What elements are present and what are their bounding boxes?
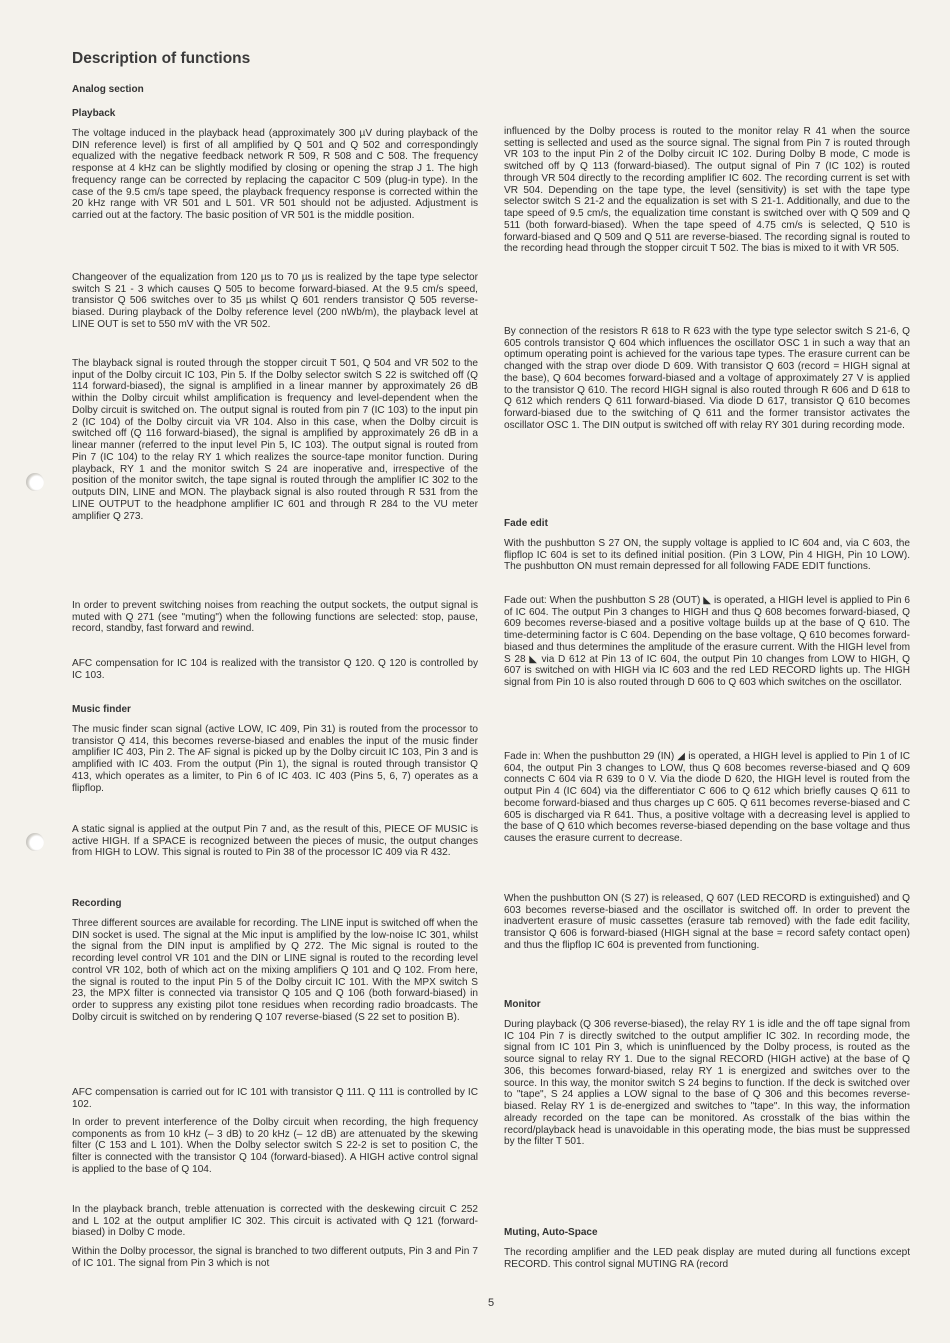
fade-edit-paragraph-4: When the pushbutton ON (S 27) is released, Q 607 (LED RECORD is extinguished) and Q 603 becomes reverse-biased and the oscillator is switched off. In order to prevent the inadvertent erasure of music cassettes (erasure tab removed) with the fade edit facility, transistor Q 606 is forward-biased (HIGH signal at the base = record safety contact open) and thus the flipflop IC 604 is prevented from functioning. xyxy=(504,893,910,951)
playback-paragraph-4: In order to prevent switching noises from reaching the output sockets, the output signal is muted with Q 271 (see "muting") when the following functions are selected: stop, pause, record, standby, fast forward and rewind. xyxy=(72,600,478,635)
recording-continued-paragraph-2: By connection of the resistors R 618 to R 623 with the type type selector switch S 21-6, Q 605 controls transistor Q 604 which influences the oscillator OSC 1 in such a way that an optimum operating point is achieved for the various tape types. The erasure current can be changed with the strap over diode D 609. With transistor Q 603 (record = HIGH signal at the base), Q 604 becomes forward-biased and a voltage of approximately 27 V is applied to the transistor Q 610. The record HIGH signal is also routed through R 606 and D 618 to Q 612 which renders Q 611 forward-biased. Via diode D 617, transistor Q 610 becomes forward-biased due to the switching of Q 611 and the former transistor activates the oscillator OSC 1. The DIN output is switched off with relay RY 301 during recording mode. xyxy=(504,326,910,431)
playback-paragraph-1: The voltage induced in the playback head (approximately 300 µV during playback of the DIN reference level) is first of all amplified by Q 501 and Q 502 and correspondingly equalized with the negative feedback network R 509, R 508 and C 508. The frequency response at 4 kHz can be slightly modified by closing or opening the strap J 1. The high frequency range can be corrected by replacing the capacitor C 509 (plug-in type). In the case of the 9.5 cm/s tape speed, the playback frequency response is corrected within the 20 kHz range with VR 501 and L 501. VR 501 should not be adjusted. Adjustment is carried out at the factory. The basic position of VR 501 is the middle position. xyxy=(72,128,478,222)
page-title: Description of functions xyxy=(72,50,251,67)
section-heading-analog: Analog section xyxy=(72,84,144,95)
heading-playback: Playback xyxy=(72,108,116,119)
fade-edit-paragraph-3: Fade in: When the pushbutton 29 (IN) ◢ is operated, a HIGH level is applied to Pin 1 of IC 604, the output Pin 3 changes to LOW, thus Q 608 becomes reverse-biased and Q 609 connects C 604 via R 639 to 0 V. Via the diode D 620, the HIGH level is routed from the output Pin 4 (IC 604) via the differentiator C 606 to Q 612 which briefly causes Q 611 to become forward-biased and thus charges up C 605. Q 611 becomes reverse-biased and C 605 is discharged via R 641. Thus, a positive voltage with a decreasing level is applied to the base of Q 610 which becomes reverse-biased depending on the base voltage and thus causes the erasure current to decrease. xyxy=(504,751,910,845)
music-finder-paragraph-1: The music finder scan signal (active LOW, IC 409, Pin 31) is routed from the processor to transistor Q 414, this becomes reverse-biased and enables the input of the music finder amplifier IC 403, Pin 2. The AF signal is picked up by the Dolby circuit IC 103, Pin 3 and is amplified with IC 403. From the output (Pin 1), the signal is routed through transistor Q 413, which operates as a limiter, to Pin 6 of IC 403. IC 403 (Pins 5, 6, 7) operates as a flipflop. xyxy=(72,724,478,794)
heading-muting-auto-space: Muting, Auto-Space xyxy=(504,1227,598,1238)
recording-paragraph-3: In order to prevent interference of the Dolby circuit when recording, the high frequency components as from 10 kHz (– 3 dB) to 20 kHz (– 12 dB) are attenuated by the skewing filter (C 153 and L 101). When the Dolby selector switch S 22-2 is set to position C, the filter is connected with the transistor Q 104 (forward-biased). A HIGH active control signal is applied to the base of Q 104. xyxy=(72,1117,478,1175)
heading-monitor: Monitor xyxy=(504,999,541,1010)
fade-edit-paragraph-1: With the pushbutton S 27 ON, the supply voltage is applied to IC 604 and, via C 603, the flipflop IC 604 is set to its defined initial position. (Pin 3 LOW, Pin 4 HIGH, Pin 10 LOW). The pushbutton ON must remain depressed for all following FADE EDIT functions. xyxy=(504,538,910,573)
recording-continued-paragraph-1: influenced by the Dolby process is routed to the monitor relay R 41 when the source setting is sellected and used as the source signal. The signal from Pin 7 is routed through VR 103 to the input Pin 2 of the Dolby circuit IC 102. During Dolby B mode, C mode is switched off by Q 113 (forward-biased). The output signal of Pin 7 (IC 102) is routed through VR 504 directly to the recording amplifier IC 602. The recording current is set with VR 504. Depending on the tape type, the level (sensitivity) is set with the tape type selector switch S 21-2 and the equalization is set with S 21-1. Additionally, and due to the tape speed of 9.5 cm/s, the equalization time constant is switched over with Q 509 and Q 511 (both forward-biased). When the tape speed of 4.75 cm/s is selected, Q 510 is forward-biased and Q 509 and Q 511 are reverse-biased. The recording signal is routed to the recording head through the stopper circuit T 502. The bias is mixed to it with VR 505. xyxy=(504,126,910,255)
heading-recording: Recording xyxy=(72,898,122,909)
monitor-paragraph-1: During playback (Q 306 reverse-biased), the relay RY 1 is idle and the off tape signal from IC 104 Pin 7 is directly switched to the output amplifier IC 302. In recording mode, the signal from IC 101 Pin 3, which is uninfluenced by the Dolby process, is routed as the source signal to relay RY 1. Due to the signal RECORD (HIGH active) at the base of Q 306, this becomes forward-biased, relay RY 1 is energized and switches over to the source. In this way, the monitor switch S 24 begins to function. If the deck is switched over to "tape", S 24 applies a LOW signal to the base of Q 306 and this becomes reverse-biased. Relay RY 1 is de-energized and switches to "tape". In this way, the information already recorded on the tape can be monitored. As crosstalk of the bias within the record/playback head is unavoidable in this operating mode, the bias must be suppressed by the filter T 501. xyxy=(504,1019,910,1148)
binder-hole-bottom xyxy=(26,833,44,851)
page-number: 5 xyxy=(488,1297,495,1309)
fade-edit-paragraph-2: Fade out: When the pushbutton S 28 (OUT) ◣ is operated, a HIGH level is applied to Pin 6 of IC 604. The output Pin 3 changes to HIGH and thus Q 608 becomes forward-biased, Q 609 becomes reverse-biased and a positive voltage builds up at the base of Q 610. The time-determining factor is C 604. Depending on the base voltage, Q 610 becomes forward-biased and thus determines the amplitude of the erasure current. With the HIGH level from S 28 ◣ via D 612 at Pin 13 of IC 604, the output Pin 10 changes from LOW to HIGH, Q 607 is switched on with HIGH via IC 603 and the red LED RECORD lights up. The HIGH signal from Pin 10 is also routed through D 606 to Q 603 which switches on the oscillator. xyxy=(504,595,910,689)
playback-paragraph-2: Changeover of the equalization from 120 µs to 70 µs is realized by the tape type selector switch S 21 - 3 which causes Q 505 to become forward-biased. At the 9.5 cm/s speed, transistor Q 506 switches over to 35 µs whilst Q 601 renders transistor Q 505 reverse-biased. During playback of the Dolby reference level (200 nWb/m), the playback level at LINE OUT is set to 550 mV with the VR 502. xyxy=(72,272,478,330)
recording-paragraph-4: In the playback branch, treble attenuation is corrected with the deskewing circuit C 252 and L 102 at the output amplifier IC 302. This circuit is activated with Q 121 (forward-biased) in Dolby C mode. xyxy=(72,1204,478,1239)
recording-paragraph-2: AFC compensation is carried out for IC 101 with transistor Q 111. Q 111 is controlled by IC 102. xyxy=(72,1087,478,1110)
playback-paragraph-5: AFC compensation for IC 104 is realized with the transistor Q 120. Q 120 is controlled by IC 103. xyxy=(72,658,478,681)
heading-music-finder: Music finder xyxy=(72,704,131,715)
recording-paragraph-5: Within the Dolby processor, the signal is branched to two different outputs, Pin 3 and Pin 7 of IC 101. The signal from Pin 3 which is not xyxy=(72,1246,478,1269)
recording-paragraph-1: Three different sources are available for recording. The LINE input is switched off when the DIN socket is used. The signal at the Mic input is amplified by the low-noise IC 301, whilst the signal from the DIN input is amplified by Q 272. The Mic signal is routed to the recording level control VR 101 and the DIN or LINE signal is routed to the recording level control VR 102, both of which act on the mixing amplifiers Q 101 and Q 102. From here, the signal is routed to the input Pin 5 of the Dolby circuit IC 101. With the MPX switch S 23, the MPX filter is connected via transistor Q 105 and Q 106 (both forward-biased) in order to suppress any existing pilot tone residues when recording radio broadcasts. The Dolby circuit is switched on by rendering Q 107 reverse-biased (S 22 set to position B). xyxy=(72,918,478,1023)
heading-fade-edit: Fade edit xyxy=(504,518,548,529)
music-finder-paragraph-2: A static signal is applied at the output Pin 7 and, as the result of this, PIECE OF MUSIC is active HIGH. If a SPACE is recognized between the pieces of music, the output changes from HIGH to LOW. This signal is routed to Pin 38 of the processor IC 409 via R 432. xyxy=(72,824,478,859)
muting-paragraph-1: The recording amplifier and the LED peak display are muted during all functions except RECORD. This control signal MUTING RA (record xyxy=(504,1247,910,1270)
binder-hole-top xyxy=(26,473,44,491)
playback-paragraph-3: The blayback signal is routed through the stopper circuit T 501, Q 504 and VR 502 to the input of the Dolby circuit IC 103, Pin 5. If the Dolby selector switch S 22 is switched off (Q 114 forward-biased), the signal is amplified in a linear manner by approximately 26 dB within the Dolby circuit whilst amplification is frequency and level-dependent when the Dolby circuit is switched on. The output signal is routed from pin 7 (IC 103) to the input pin 2 (IC 104) of the Dolby circuit via VR 104. Also in this case, when the Dolby circuit is switched off (Q 116 forward-biased), the signal is amplified by approximately 26 dB in a linear manner (referred to the input level Pin 5, IC 103). The output signal is routed from Pin 7 (IC 104) to the relay RY 1 which realizes the source-tape monitor function. During playback, RY 1 and the monitor switch S 24 are inoperative and, irrespective of the position of the monitor switch, the tape signal is routed through the amplifier IC 302 to the outputs DIN, LINE and MON. The playback signal is also routed through R 531 from the LINE OUTPUT to the headphone amplifier IC 601 and through R 284 to the VU meter amplifier Q 273. xyxy=(72,358,478,522)
